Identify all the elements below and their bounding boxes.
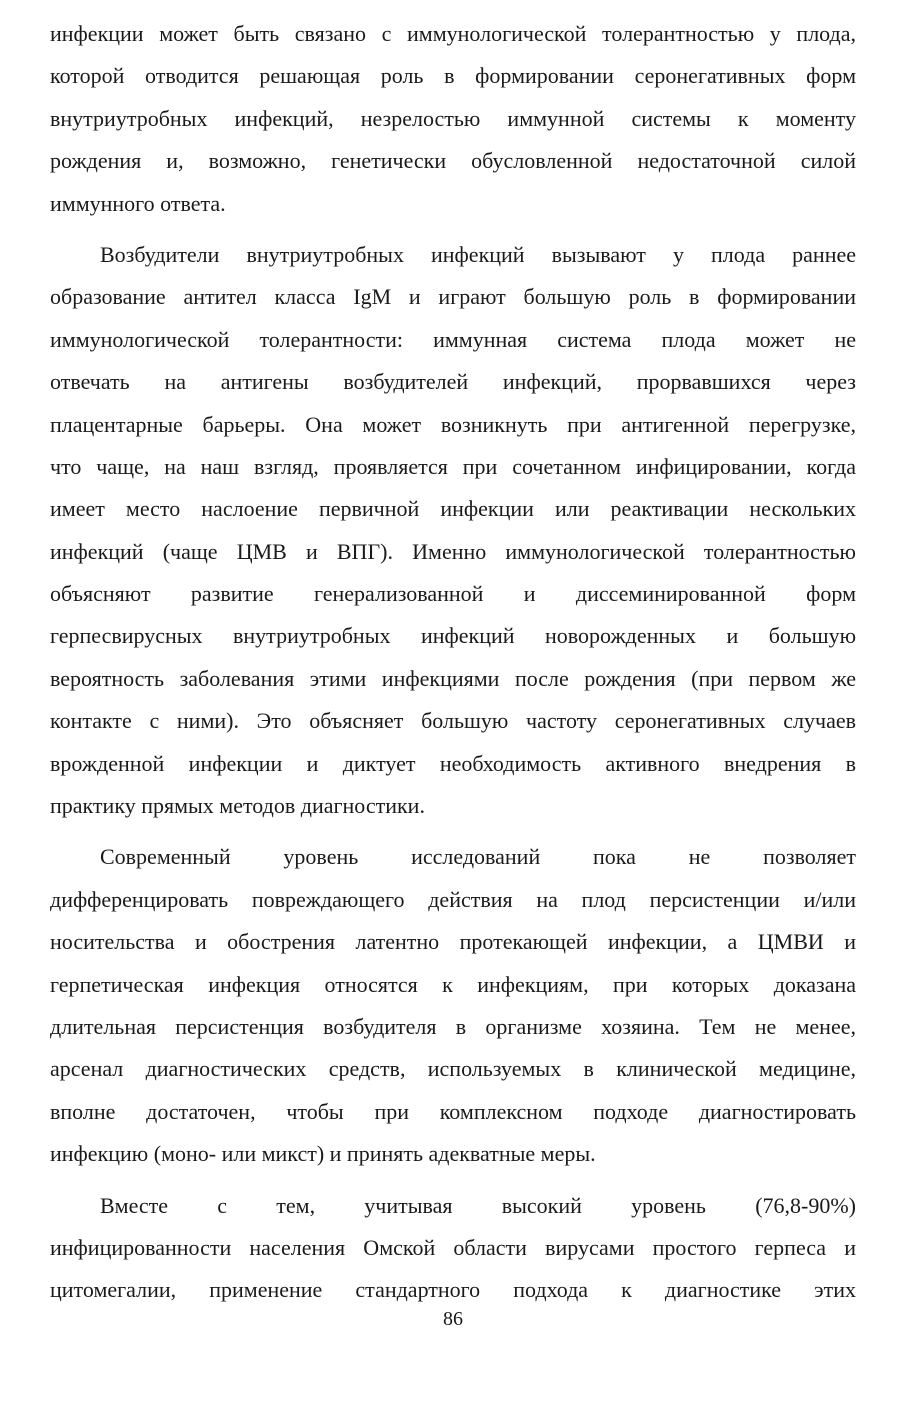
text-line: практику прямых методов диагностики. (50, 793, 425, 819)
page-number: 86 (443, 1308, 463, 1330)
text-line: врожденной инфекции и диктует необходимость активного внедрения в (50, 750, 856, 776)
text-line: которой отводится решающая роль в формировании серонегативных форм (50, 63, 856, 89)
paragraph (50, 13, 856, 225)
text-line: внутриутробных инфекций, незрелостью иммунной системы к моменту (50, 105, 856, 131)
paragraph (50, 234, 856, 827)
text-line: цитомегалии, применение стандартного подхода к диагностике этих (50, 1277, 856, 1303)
text-line: что чаще, на наш взгляд, проявляется при сочетанном инфицировании, когда (50, 453, 856, 479)
text-line: образование антител класса IgM и играют большую роль в формировании (50, 284, 856, 310)
text-line: Возбудители внутриутробных инфекций вызывают у плода раннее (100, 241, 856, 267)
text-line: инфекции может быть связано с иммунологической толерантностью у плода, (50, 21, 856, 46)
text-line: имеет место наслоение первичной инфекции или реактивации нескольких (50, 496, 856, 522)
body-text (50, 13, 856, 1312)
paragraph-gap (50, 1176, 856, 1185)
paragraph (50, 836, 856, 1175)
paragraph (50, 1185, 856, 1312)
paragraph-gap (50, 225, 856, 234)
text-line: длительная персистенция возбудителя в организме хозяина. Тем не менее, (50, 1013, 856, 1039)
text-line: вполне достаточен, чтобы при комплексном подходе диагностировать (50, 1098, 856, 1124)
text-line: арсенал диагностических средств, используемых в клинической медицине, (50, 1056, 856, 1082)
text-line: отвечать на антигены возбудителей инфекций, прорвавшихся через (50, 369, 856, 395)
text-line: инфекций (чаще ЦМВ и ВПГ). Именно иммунологической толерантностью (50, 538, 856, 564)
text-line: объясняют развитие генерализованной и диссеминированной форм (50, 581, 856, 607)
text-line: дифференцировать повреждающего действия на плод персистенции и/или (50, 886, 856, 912)
text-line: рождения и, возможно, генетически обусловленной недостаточной силой (50, 148, 856, 174)
text-line: носительства и обострения латентно протекающей инфекции, а ЦМВИ и (50, 929, 856, 955)
text-line: вероятность заболевания этими инфекциями после рождения (при первом же (50, 665, 856, 691)
text-line: герпесвирусных внутриутробных инфекций новорожденных и большую (50, 623, 856, 649)
text-line: плацентарные барьеры. Она может возникнуть при антигенной перегрузке, (50, 411, 856, 437)
text-line: иммунного ответа. (50, 190, 226, 216)
text-line: Современный уровень исследований пока не позволяет (100, 844, 856, 870)
text-line: инфекцию (моно- или микст) и принять адекватные меры. (50, 1141, 596, 1167)
text-line: герпетическая инфекция относятся к инфекциям, при которых доказана (50, 971, 856, 997)
text-line: иммунологической толерантности: иммунная система плода может не (50, 326, 856, 352)
text-line: Вместе с тем, учитывая высокий уровень (76,8-90%) (100, 1192, 856, 1218)
text-line: контакте с ними). Это объясняет большую частоту серонегативных случаев (50, 708, 856, 734)
paragraph-gap (50, 827, 856, 836)
text-line: инфицированности населения Омской области вирусами простого герпеса и (50, 1234, 856, 1260)
